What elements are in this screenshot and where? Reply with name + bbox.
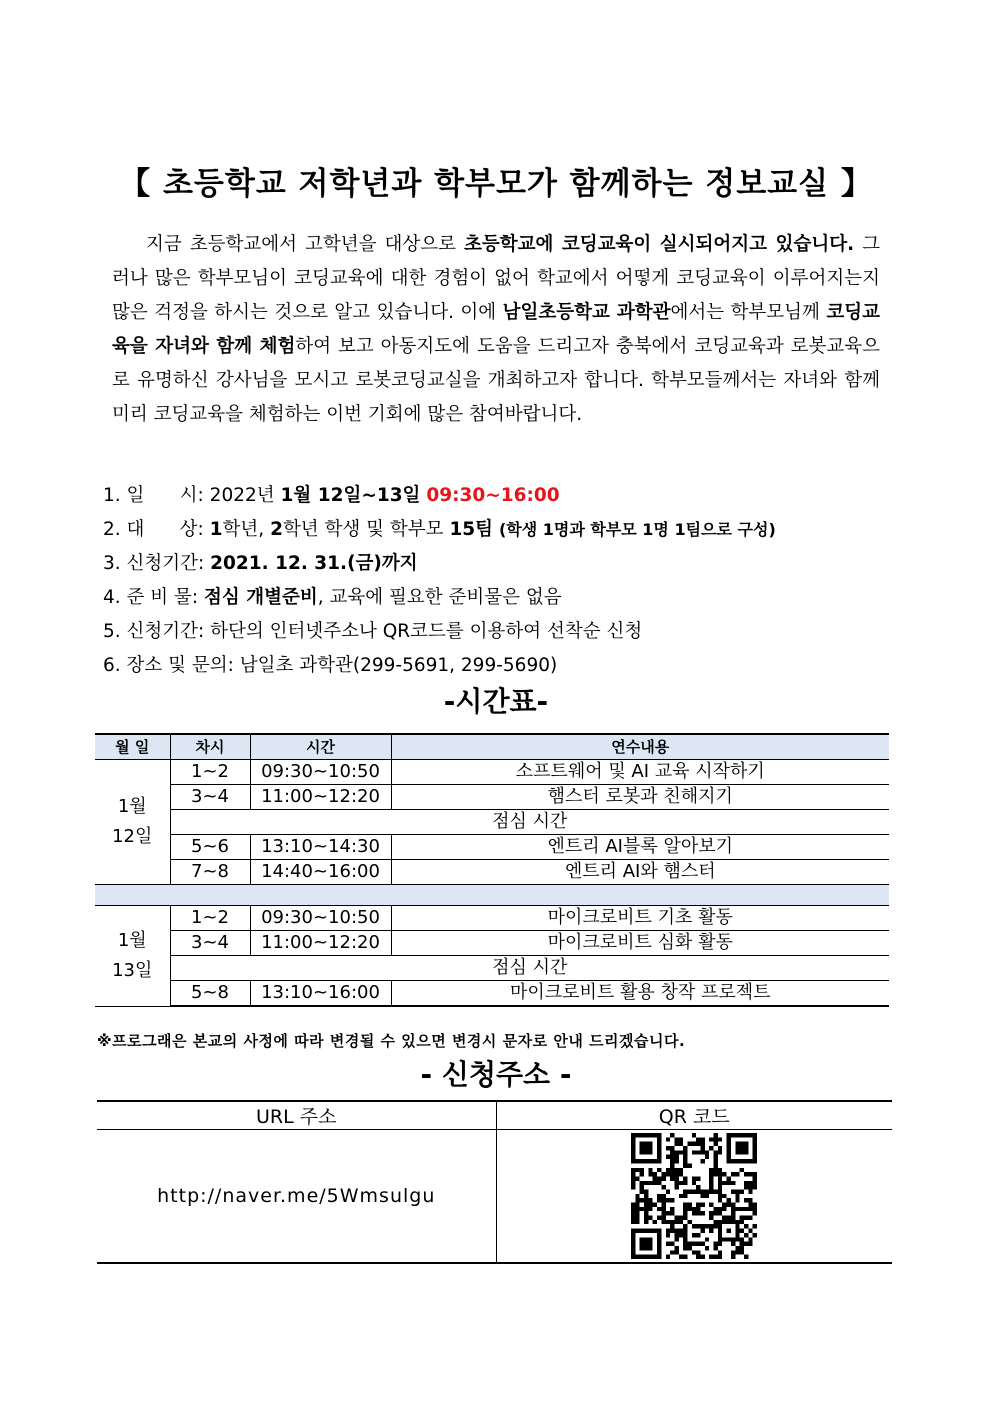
info-value-bold: 1 xyxy=(209,519,223,540)
time-cell: 14:40~16:00 xyxy=(250,860,391,885)
content-cell: 소프트웨어 및 AI 교육 시작하기 xyxy=(391,760,889,785)
apply-title: - 신청주소 - xyxy=(420,1058,572,1091)
time-cell: 09:30~10:50 xyxy=(250,906,391,931)
info-value-bold: 2021. 12. 31.(금)까지 xyxy=(210,553,418,574)
schedule-title: -시간표- xyxy=(443,685,549,718)
info-value-bold: 점심 개별준비 xyxy=(204,587,318,608)
info-note: (학생 1명과 학부모 1명 1팀으로 구성) xyxy=(498,520,776,539)
apply-table xyxy=(97,1100,892,1264)
header-date: 월 일 xyxy=(95,734,170,760)
time-cell: 11:00~12:20 xyxy=(250,785,391,810)
qr-header: QR 코드 xyxy=(496,1101,892,1130)
info-value: 2022년 xyxy=(209,485,281,506)
header-time: 시간 xyxy=(250,734,391,760)
date-text: 1월 13일 xyxy=(112,929,153,981)
lunch-row xyxy=(95,956,889,981)
content-cell: 엔트리 AI와 햄스터 xyxy=(391,860,889,885)
header-content: 연수내용 xyxy=(391,734,889,760)
info-target xyxy=(103,513,776,547)
table-row xyxy=(95,760,889,785)
content-cell: 햄스터 로봇과 친해지기 xyxy=(391,785,889,810)
page-title: 【 초등학교 저학년과 학부모가 함께하는 정보교실 】 xyxy=(119,166,873,202)
period-cell: 1~2 xyxy=(170,906,250,931)
intro-text: 그러나 많은 학부모님이 코딩교육에 대한 경험이 없어 학교에서 어떻게 코딩교육이 이루어지는지 많은 걱정을 하시는 것으로 알고 있습니다. 이에 xyxy=(112,234,880,323)
period-cell: 5~8 xyxy=(170,981,250,1007)
intro-text: 에서는 학부모님께 xyxy=(670,302,827,323)
change-notice: ※프로그래은 본교의 사정에 따라 변경될 수 있으면 변경시 문자로 안내 드리겠습니다. xyxy=(97,1032,686,1050)
date-text: 1월 12일 xyxy=(112,796,153,847)
info-contact: 6. 장소 및 문의: 남일초 과학관(299-5691, 299-5690) xyxy=(103,655,558,676)
intro-text: 지금 초등학교에서 고학년을 대상으로 xyxy=(146,234,464,255)
period-cell: 1~2 xyxy=(170,760,250,785)
intro-bold: 코딩교육을 자녀와 함께 체험 xyxy=(112,302,880,357)
info-value-bold: 15팀 xyxy=(449,519,494,540)
time-cell: 11:00~12:20 xyxy=(250,931,391,956)
table-row xyxy=(95,906,889,931)
info-label: 1. 일 시: xyxy=(103,485,210,506)
info-value: 학년, xyxy=(222,519,271,540)
table-row xyxy=(95,981,889,1007)
content-cell: 마이크로비트 심화 활동 xyxy=(391,931,889,956)
apply-header-row xyxy=(97,1101,892,1130)
date-cell xyxy=(95,906,170,1007)
table-row xyxy=(95,931,889,956)
apply-row xyxy=(97,1130,892,1264)
header-period: 차시 xyxy=(170,734,250,760)
intro-bold: 남일초등학교 과학관 xyxy=(502,302,671,323)
info-value-bold: 1월 12일~13일 xyxy=(280,485,421,506)
info-label: 4. 준 비 물: xyxy=(103,587,205,608)
period-cell: 3~4 xyxy=(170,785,250,810)
date-cell xyxy=(95,760,170,885)
info-value: , 교육에 필요한 준비물은 없음 xyxy=(317,587,562,608)
table-header-row xyxy=(95,734,889,760)
apply-url-link[interactable]: http://naver.me/5Wmsulgu xyxy=(157,1185,436,1207)
content-cell: 마이크로비트 기초 활동 xyxy=(391,906,889,931)
info-value: 학년 학생 및 학부모 xyxy=(282,519,450,540)
time-cell: 13:10~14:30 xyxy=(250,835,391,860)
period-cell: 7~8 xyxy=(170,860,250,885)
intro-bold: 초등학교에 코딩교육이 실시되어지고 있습니다. xyxy=(463,234,855,255)
intro-text: 하여 보고 아동지도에 도움을 드리고자 충북에서 코딩교육과 로봇교육으로 유명하신 강사님을 모시고 로봇코딩교실을 개최하고자 합니다. 학부모들께서는 자녀와 함께 미리 코딩교육을 체험하는 이번 기회에 많은 참여바랍니다. xyxy=(112,336,880,425)
table-row xyxy=(95,860,889,885)
info-deadline xyxy=(103,547,776,581)
period-cell: 3~4 xyxy=(170,931,250,956)
period-cell: 5~6 xyxy=(170,835,250,860)
info-label: 3. 신청기간: xyxy=(103,553,211,574)
table-row xyxy=(95,785,889,810)
info-date xyxy=(103,479,776,513)
lunch-cell: 점심 시간 xyxy=(170,956,889,981)
url-cell xyxy=(97,1130,496,1264)
time-cell: 13:10~16:00 xyxy=(250,981,391,1007)
info-label: 2. 대 상: xyxy=(103,519,210,540)
schedule-table xyxy=(95,733,889,1007)
info-supplies xyxy=(103,581,776,615)
qr-cell xyxy=(496,1130,892,1264)
table-row xyxy=(95,835,889,860)
qr-code-icon[interactable] xyxy=(631,1133,757,1259)
intro-paragraph xyxy=(112,228,880,432)
content-cell: 마이크로비트 활용 창작 프로젝트 xyxy=(391,981,889,1007)
info-list xyxy=(103,479,776,683)
info-value-bold: 2 xyxy=(270,519,283,540)
url-header: URL 주소 xyxy=(97,1101,496,1130)
content-cell: 엔트리 AI블록 알아보기 xyxy=(391,835,889,860)
info-apply-method: 5. 신청기간: 하단의 인터넷주소나 QR코드를 이용하여 선착순 신청 xyxy=(103,621,643,642)
day-separator-row xyxy=(95,885,889,906)
separator-cell xyxy=(95,885,889,906)
lunch-cell: 점심 시간 xyxy=(170,810,889,835)
info-time-red: 09:30~16:00 xyxy=(426,485,560,506)
time-cell: 09:30~10:50 xyxy=(250,760,391,785)
lunch-row xyxy=(95,810,889,835)
